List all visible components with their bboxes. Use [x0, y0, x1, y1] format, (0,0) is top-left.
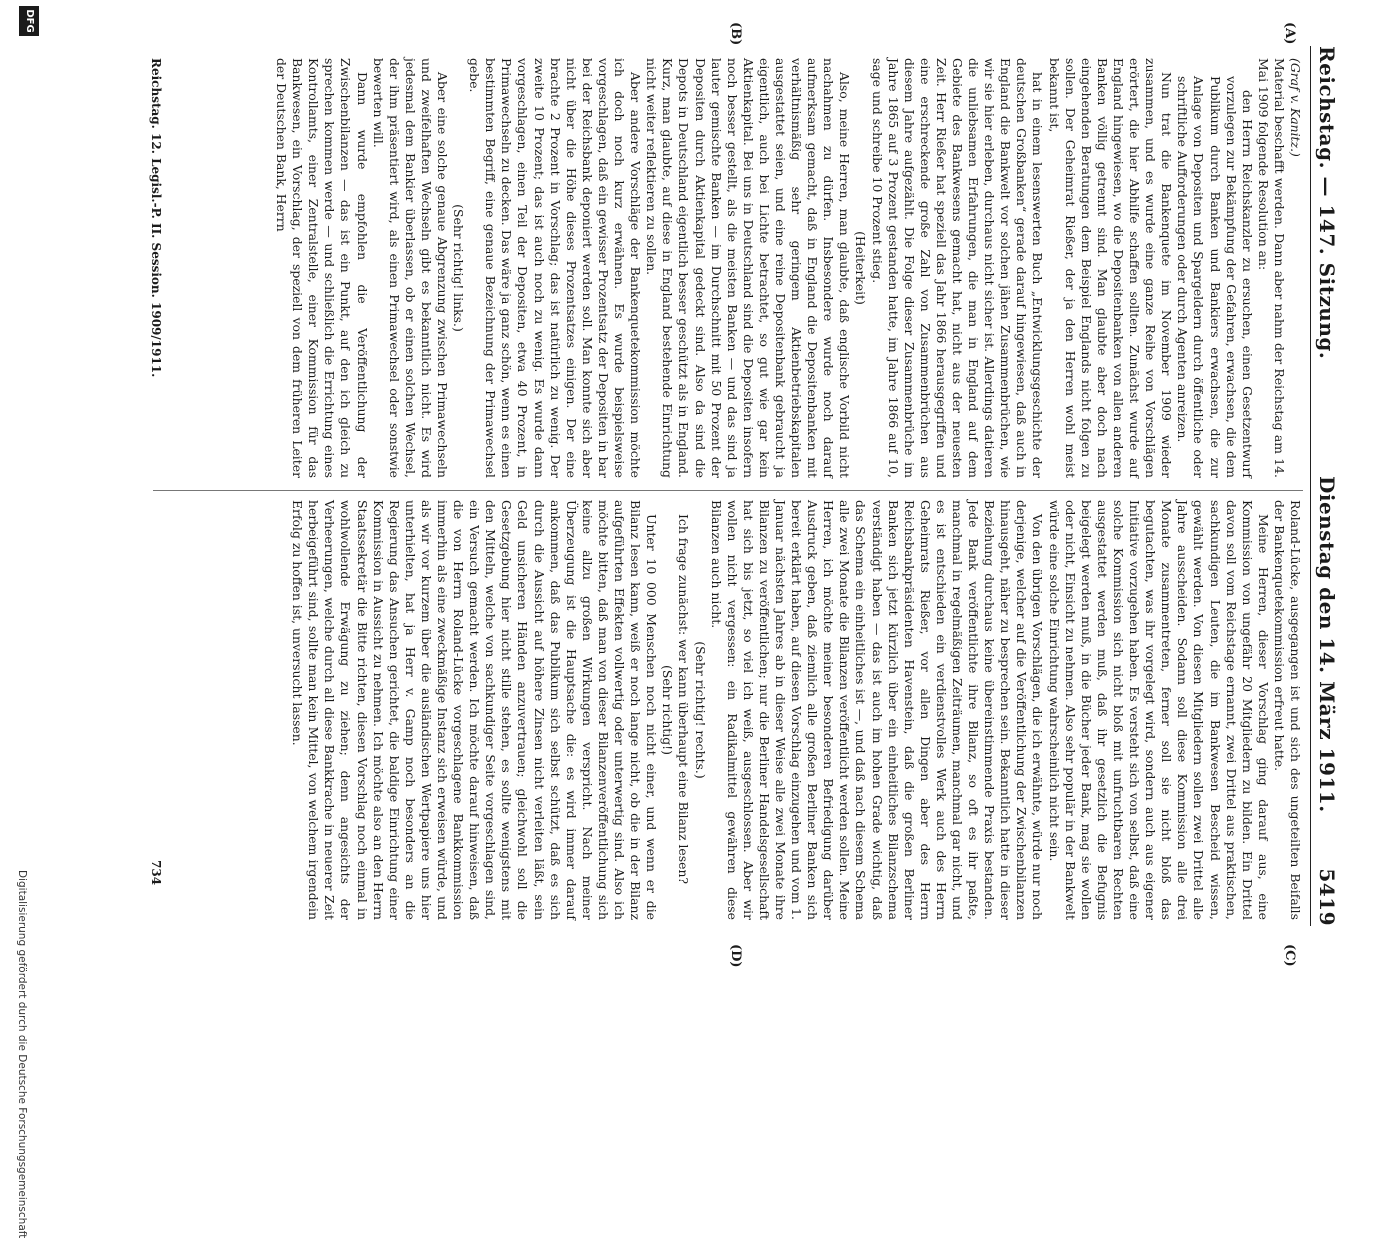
- paragraph: Aber eine solche genaue Abgrenzung zwischen Primawechseln und zweifelhaften Wechseln gibt es bekanntlich nicht. Es wird jedesmal dem Bankier überlassen, ob er einen solchen Wechsel, der ihm präsentiert wird, als einen Primawechsel oder sonstwie bewerten will.: [370, 58, 451, 478]
- paragraph: hat in einem lesenswerten Buch „Entwicklungsgeschichte der deutschen Großbanken“ gerade darauf hingewiesen, daß auch in England die Bankwelt vor solchen jähen Zusammenbrüchen, wie wir sie hier erleben, durchaus nicht sicher ist. Allerdings datieren die unliebsamen Erfahrungen, die man in England auf dem Gebiete des Bankwesens gemacht hat, nicht aus der neuesten Zeit. Herr Rießer hat speziell das Jahr 1866 herausgegriffen und eine erschreckende große Zahl von Zusammenbrüchen aus diesem Jahre aufgezählt. Die Folge dieser Zusammenbrüche im Jahre 1865 auf 3 Prozent gestanden hatte, im Jahre 1866 auf 10, sage und schreibe 10 Prozent stieg.: [869, 58, 1046, 478]
- left-column: [273, 58, 1303, 478]
- margin-mark-c: (C): [1282, 944, 1297, 967]
- interjection: (Heiterkeit): [853, 231, 869, 305]
- margin-mark-d: (D): [728, 944, 743, 968]
- paragraph: Aber andere Vorschläge der Bankenquetekommission möchte ich doch noch kurz erwähnen. Es wurde beispielsweise vorgeschlagen, daß ein gewisser Prozentsatz der Depositen in bar bei der Reichsbank deponiert werden soll. Man konnte sich aber nicht über die Höhe dieses Prozentsatzes einigen. Der eine brachte 2 Prozent in Vorschlag; das ist natürlich zu wenig. Der zweite 10 Prozent; das ist auch noch zu wenig. Es wurde dann vorgeschlagen, einen Teil der Depositen, etwa 40 Prozent, in Primawechseln zu decken. Das wäre ja ganz schön, wenn es einen bestimmten Begriff, eine genaue Bezeichnung der Primawechsel gebe.: [467, 58, 644, 478]
- header-left: Reichstag. — 147. Sitzung.: [1315, 46, 1339, 360]
- paragraph: Also, meine Herren, man glaubte, daß englische Vorbild nicht nachahmen zu dürfen. Insbesondere wurde noch darauf aufmerksam gemacht, daß in England die Depositenbanken mit verhältnismäßig sehr geringem Aktienbetriebskapitalen ausgestattet seien, und eine reine Depositenbank gebraucht ja eigentlich, auch bei Lichte betrachtet, so gut wie gar kein Aktienkapital. Bei uns in Deutschland sind die Depositen insofern noch besser gestellt, als die meisten Banken — und das sind ja lauter gemischte Banken — im Durchschnitt mit 50 Prozent der Depositen durch Aktienkapital gedeckt sind. Also da sind die Depots in Deutschland eigentlich besser geschützt als in England. Kurz, man glaubte, auf diese in England bestehende Einrichtung nicht weiter reflektieren zu sollen.: [644, 58, 853, 478]
- paragraph: Nun trat die Bankenquete im November 1909 wieder zusammen, und es wurde eine ganze Reihe von Vorschlägen erörtert, die hier Abhilfe schaffen sollten. Zunächst wurde auf England hingewiesen, wo die Depositenbanken von allen anderen Banken völlig getrennt sind. Man glaubte aber doch nach eingehenden Beratungen dem Beispiel Englands nicht folgen zu sollen. Der Geheimrat Rießer, der ja den Herren wohl meist bekannt ist,: [1046, 58, 1175, 478]
- margin-mark-b: (B): [728, 22, 743, 46]
- resolution-quote: den Herrn Reichskanzler zu ersuchen, einen Gesetzentwurf vorzulegen zur Bekämpfung der Gefahren, erwachsen, die dem Publikum durch Banken und Bankiers erwachsen, die zur Anlage von Depositen und Spargeldern durch öffentliche oder schriftliche Aufforderungen oder durch Agenten anreizen.: [1175, 76, 1255, 478]
- page-header: [1310, 46, 1341, 926]
- paragraph: Unter 10 000 Menschen noch nicht einer, und wenn er die Bilanz lesen kann, weiß er noch lange nicht, ob die in der Bilanz aufgeführten Effekten vollwertig oder unterwertig sind. Also ich möchte bitten, daß man von dieser Bilanzenveröffentlichung sich keine allzu großen Wirkungen verspricht. Nach meiner Überzeugung ist die Hauptsache die: es wird immer darauf ankommen, daß das Publikum sich selbst schützt, daß es sich durch die Aussicht auf höhere Zinsen nicht verleiten läßt, sein Geld unsicheren Händen anzuvertrauen; gleichwohl soll die Gesetzgebung hier nicht stille stehen, es sollte wenigstens mit den Mitteln, welche von sachkundiger Seite vorgeschlagen sind, ein Versuch gemacht werden. Ich möchte darauf hinweisen, daß die von Herrn Roland-Lücke vorgeschlagene Bankkommission immerhin als eine zweckmäßige Instanz sich erweisen würde, und als wir vor kurzem über die ausländischen Wertpapiere uns hier unterhielten, hat ja Herr v. Gamp noch besonders an die Regierung das Ansuchen gerichtet, die baldige Einrichtung einer Kommission in Aussicht zu nehmen. Ich möchte also an den Herrn Staatssekretär die Bitte richten, diesen Vorschlag noch einmal in wohlwollende Erwägung zu ziehen; denn angesichts der Verheerungen, welche durch all diese Bankkrache in neuerer Zeit herbeigeführt sind, sollte man kein Mittel, von welchem irgendein Erfolg zu hoffen ist, unversucht lassen.: [290, 500, 660, 920]
- interjection: (Sehr richtig!): [660, 665, 676, 755]
- interjection: (Sehr richtig! links.): [451, 204, 467, 332]
- right-column: [289, 500, 1303, 920]
- paragraph: Dann wurde empfohlen die Veröffentlichung der Zwischenbilanzen — das ist ein Punkt, auf den ich gleich zu sprechen kommen werde — und schließlich die Errichtung eines Kontrollamts, einer Zentralstelle, einer Kommission für das Bankwesen, ein Vorschlag, der speziell von dem früheren Leiter der Deutschen Bank, Herrn: [274, 58, 370, 478]
- column-divider: [153, 490, 1303, 491]
- paragraph: Ich frage zunächst: wer kann überhaupt eine Bilanz lesen?: [676, 514, 692, 885]
- margin-mark-a: (A): [1282, 22, 1297, 45]
- page-number: 5419: [1315, 868, 1339, 926]
- paragraph: Material beschafft werden. Dann aber nahm der Reichstag am 14. Mai 1909 folgende Resolution an:: [1255, 58, 1287, 478]
- footer-sheet-number: 734: [149, 860, 163, 886]
- speaker-tag: (Graf v. Kanitz.): [1288, 58, 1303, 157]
- footer-session: Reichstag. 12. Legisl.-P. II. Session. 1909/1911.: [149, 58, 163, 378]
- paragraph: Von den übrigen Vorschlägen, die ich erwähnte, würde nur noch derjenige, welcher auf die Veröffentlichung der Zwischenbilanzen hinausgeht, näher zu besprechen sein. Bekanntlich hatte in dieser Beziehung durchaus keine übereinstimmende Praxis bestanden. Jede Bank veröffentlichte ihre Bilanz, so oft es ihr paßte, manchmal in regelmäßigen Zeiträumen, manchmal gar nicht, und es ist entschieden ein verdienstvolles Werk auch des Herrn Geheimrats Rießer, vor allen Dingen aber des Herrn Reichsbankpräsidenten Havenstein, daß die großen Berliner Banken sich jetzt kürzlich über ein einheitliches Bilanzschema verständigt haben — das ist auch im hohen Grade wichtig, daß das Schema ein einheitliches ist —, und daß nach diesem Schema alle zwei Monate die Bilanzen veröffentlicht werden sollen. Meine Herren, ich möchte meiner besonderen Befriedigung darüber Ausdruck geben, daß ziemlich alle großen Berliner Banken sich bereit erklärt haben, auf diesen Vorschlag einzugehen und vom 1. Januar nächsten Jahres ab in dieser Weise alle zwei Monate ihre Bilanzen zu veröffentlichen; nur die Berliner Handelsgesellschaft hat sich bis jetzt, so viel ich weiß, ausgeschlossen. Aber wir wollen nicht vergessen: ein Radikalmittel gewähren diese Bilanzen auch nicht.: [708, 500, 1046, 920]
- digitization-credit: Digitalisierung gefördert durch die Deutsche Forschungsgemeinschaft: [16, 870, 28, 1238]
- header-date: Dienstag den 14. März 1911.: [1315, 476, 1339, 813]
- paragraph: Meine Herren, dieser Vorschlag ging darauf aus, eine Kommission von ungefähr 20 Mitgliedern zu bilden. Ein Drittel davon soll vom Reichstage ernannt, zwei Drittel aus praktischen, sachkundigen Leuten, die im Bankwesen Bescheid wissen, gewählt werden. Von diesen Mitgliedern sollen zwei Drittel alle Jahre ausscheiden. Sodann soll diese Kommission alle drei Monate zusammentreten, ferner soll sie nicht bloß das begutachten, was ihr vorgelegt wird, sondern auch aus eigener Initiative vorzugehen haben. Es versteht sich von selbst, daß eine solche Kommission sich nicht bloß mit unfruchtbaren Rechten ausgestattet werden muß, daß ihr gesetzlich die Befugnis beigelegt werden muß, in die Bücher jeder Bank, mag sie wollen oder nicht, Einsicht zu nehmen. Also sehr populär in der Bankwelt würde eine solche Einrichtung wahrscheinlich nicht sein.: [1046, 500, 1271, 920]
- paragraph: Roland-Lücke, ausgegangen ist und sich des ungeteilten Beifalls der Bankenquetekommission erfreut hatte.: [1271, 500, 1303, 920]
- interjection: (Sehr richtig! rechts.): [692, 641, 708, 779]
- dfg-logo: DFG: [19, 6, 39, 36]
